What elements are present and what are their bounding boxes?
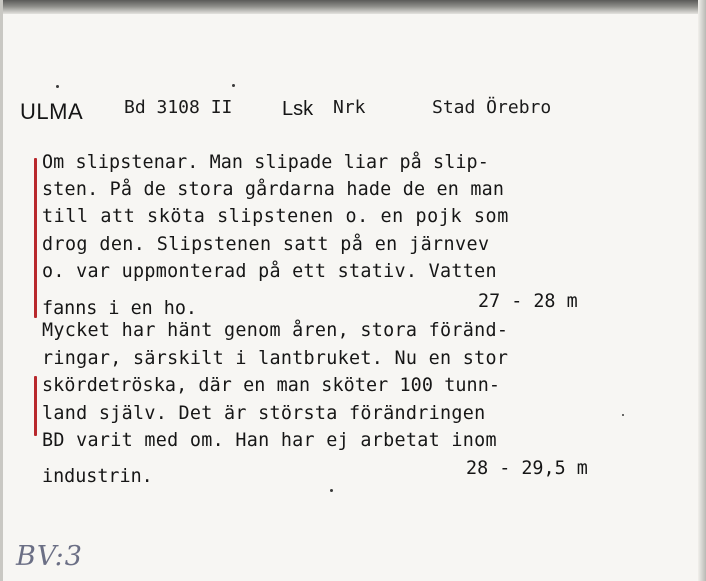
text-line: land själv. Det är största förändringen [42, 403, 486, 424]
province-suffix: Nrk [333, 97, 366, 118]
text-line: Mycket har hänt genom åren, stora föränd- [42, 320, 509, 341]
text-line: industrin. [42, 466, 153, 487]
dust-speck [56, 85, 59, 88]
margin-mark-upper [34, 158, 37, 318]
volume-reference: Bd 3108 II [124, 97, 233, 118]
margin-mark-lower [34, 376, 37, 436]
text-line: sten. På de stora gårdarna hade de en man [42, 179, 505, 200]
dust-speck [330, 489, 333, 492]
text-line: till att sköta slipstenen o. en pojk som [42, 206, 509, 227]
dust-speck [232, 84, 235, 87]
place-name: Stad Örebro [432, 97, 552, 118]
collection-code: ULMA [20, 99, 84, 124]
range-label: 27 - 28 m [478, 291, 578, 312]
text-line: skördetröska, där en man sköter 100 tunn- [42, 375, 501, 396]
scan-left-edge [0, 0, 3, 581]
text-line: BD varit med om. Han har ej arbetat inom [42, 430, 497, 451]
handwritten-signature: BV:3 [16, 541, 83, 572]
province-code: Lsk [282, 98, 314, 120]
text-line: ringar, särskilt i lantbruket. Nu en stor [42, 348, 509, 369]
text-line: fanns i en ho. [42, 298, 198, 319]
scan-right-edge [698, 0, 706, 581]
range-label: 28 - 29,5 m [466, 458, 588, 479]
text-line: Om slipstenar. Man slipade liar på slip- [42, 152, 489, 173]
scan-top-edge [0, 0, 706, 14]
dust-speck [622, 414, 624, 416]
text-line: o. var uppmonterad på ett stativ. Vatten [42, 261, 497, 282]
text-line: drog den. Slipstenen satt på en järnvev [42, 234, 490, 255]
